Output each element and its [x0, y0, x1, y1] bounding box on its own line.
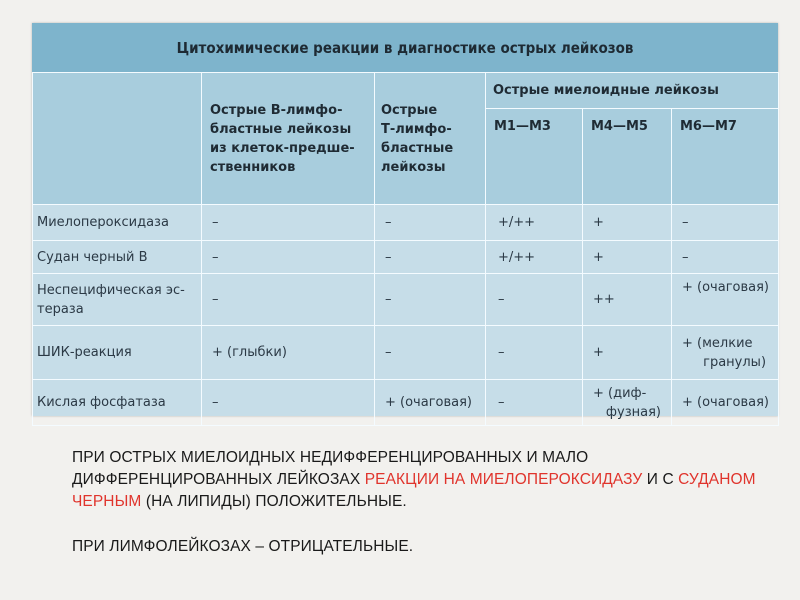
cell-m1-m3: –	[486, 326, 583, 380]
header-t-lympho: Острые Т-лимфо- бластные лейкозы	[375, 73, 486, 205]
summary-paragraph-1: ПРИ ОСТРЫХ МИЕЛОИДНЫХ НЕДИФФЕРЕНЦИРОВАННЫХ И МАЛО ДИФФЕРЕНЦИРОВАННЫХ ЛЕЙКОЗАХ РЕАКЦИИ НА МИЕЛОПЕРОКСИДАЗУ И С СУДАНОМ ЧЕРНЫМ (НА ЛИПИДЫ) ПОЛОЖИТЕЛЬНЫЕ.	[72, 449, 756, 511]
cell-m6-m7: –	[672, 205, 779, 241]
table-row	[33, 274, 779, 326]
summary-text	[72, 447, 762, 558]
highlight-sudan-black: СУДАНОМ ЧЕРНЫМ	[72, 471, 756, 511]
header-b-lympho: Острые В-лимфо- бластные лейкозы из клеток-предше- ственников	[202, 73, 375, 205]
header-m4-m5: М4—М5	[583, 109, 672, 205]
cell-b: –	[202, 205, 375, 241]
table-row	[33, 241, 779, 274]
cell-m4-m5: +	[583, 241, 672, 274]
row-name: Миелопероксидаза	[33, 205, 202, 241]
table-title: Цитохимические реакции в диагностике острых лейкозов	[32, 23, 778, 72]
cell-m1-m3: –	[486, 274, 583, 326]
row-name: Судан черный В	[33, 241, 202, 274]
cell-t: –	[375, 326, 486, 380]
cell-t: + (очаговая)	[375, 380, 486, 426]
cytochemistry-table	[32, 23, 778, 420]
table-row	[33, 326, 779, 380]
header-m6-m7: М6—М7	[672, 109, 779, 205]
reactions-grid	[32, 72, 779, 426]
row-name: Неспецифическая эс- тераза	[33, 274, 202, 326]
cell-m4-m5: ++	[583, 274, 672, 326]
cell-m1-m3: –	[486, 380, 583, 426]
cell-b: + (глыбки)	[202, 326, 375, 380]
cell-b: –	[202, 274, 375, 326]
cell-t: –	[375, 241, 486, 274]
header-myeloid: Острые миелоидные лейкозы	[486, 73, 779, 109]
cell-m4-m5: +	[583, 326, 672, 380]
cell-m1-m3: +/++	[486, 205, 583, 241]
cell-m6-m7: –	[672, 241, 779, 274]
row-name: Кислая фосфатаза	[33, 380, 202, 426]
cell-m6-m7: + (мелкие гранулы)	[672, 326, 779, 380]
cell-b: –	[202, 380, 375, 426]
header-m1-m3: М1—М3	[486, 109, 583, 205]
table-row	[33, 380, 779, 426]
table-row	[33, 205, 779, 241]
cell-m6-m7: + (очаговая)	[672, 380, 779, 426]
row-name: ШИК-реакция	[33, 326, 202, 380]
cell-m1-m3: +/++	[486, 241, 583, 274]
cell-t: –	[375, 274, 486, 326]
cell-m4-m5: + (диф- фузная)	[583, 380, 672, 426]
cell-m4-m5: +	[583, 205, 672, 241]
highlight-myeloperoxidase: РЕАКЦИИ НА МИЕЛОПЕРОКСИДАЗУ	[364, 471, 643, 489]
header-empty-cell	[33, 73, 202, 205]
cell-m6-m7: + (очаговая)	[672, 274, 779, 326]
cell-t: –	[375, 205, 486, 241]
summary-paragraph-2: ПРИ ЛИМФОЛЕЙКОЗАХ – ОТРИЦАТЕЛЬНЫЕ.	[72, 537, 414, 555]
cell-b: –	[202, 241, 375, 274]
